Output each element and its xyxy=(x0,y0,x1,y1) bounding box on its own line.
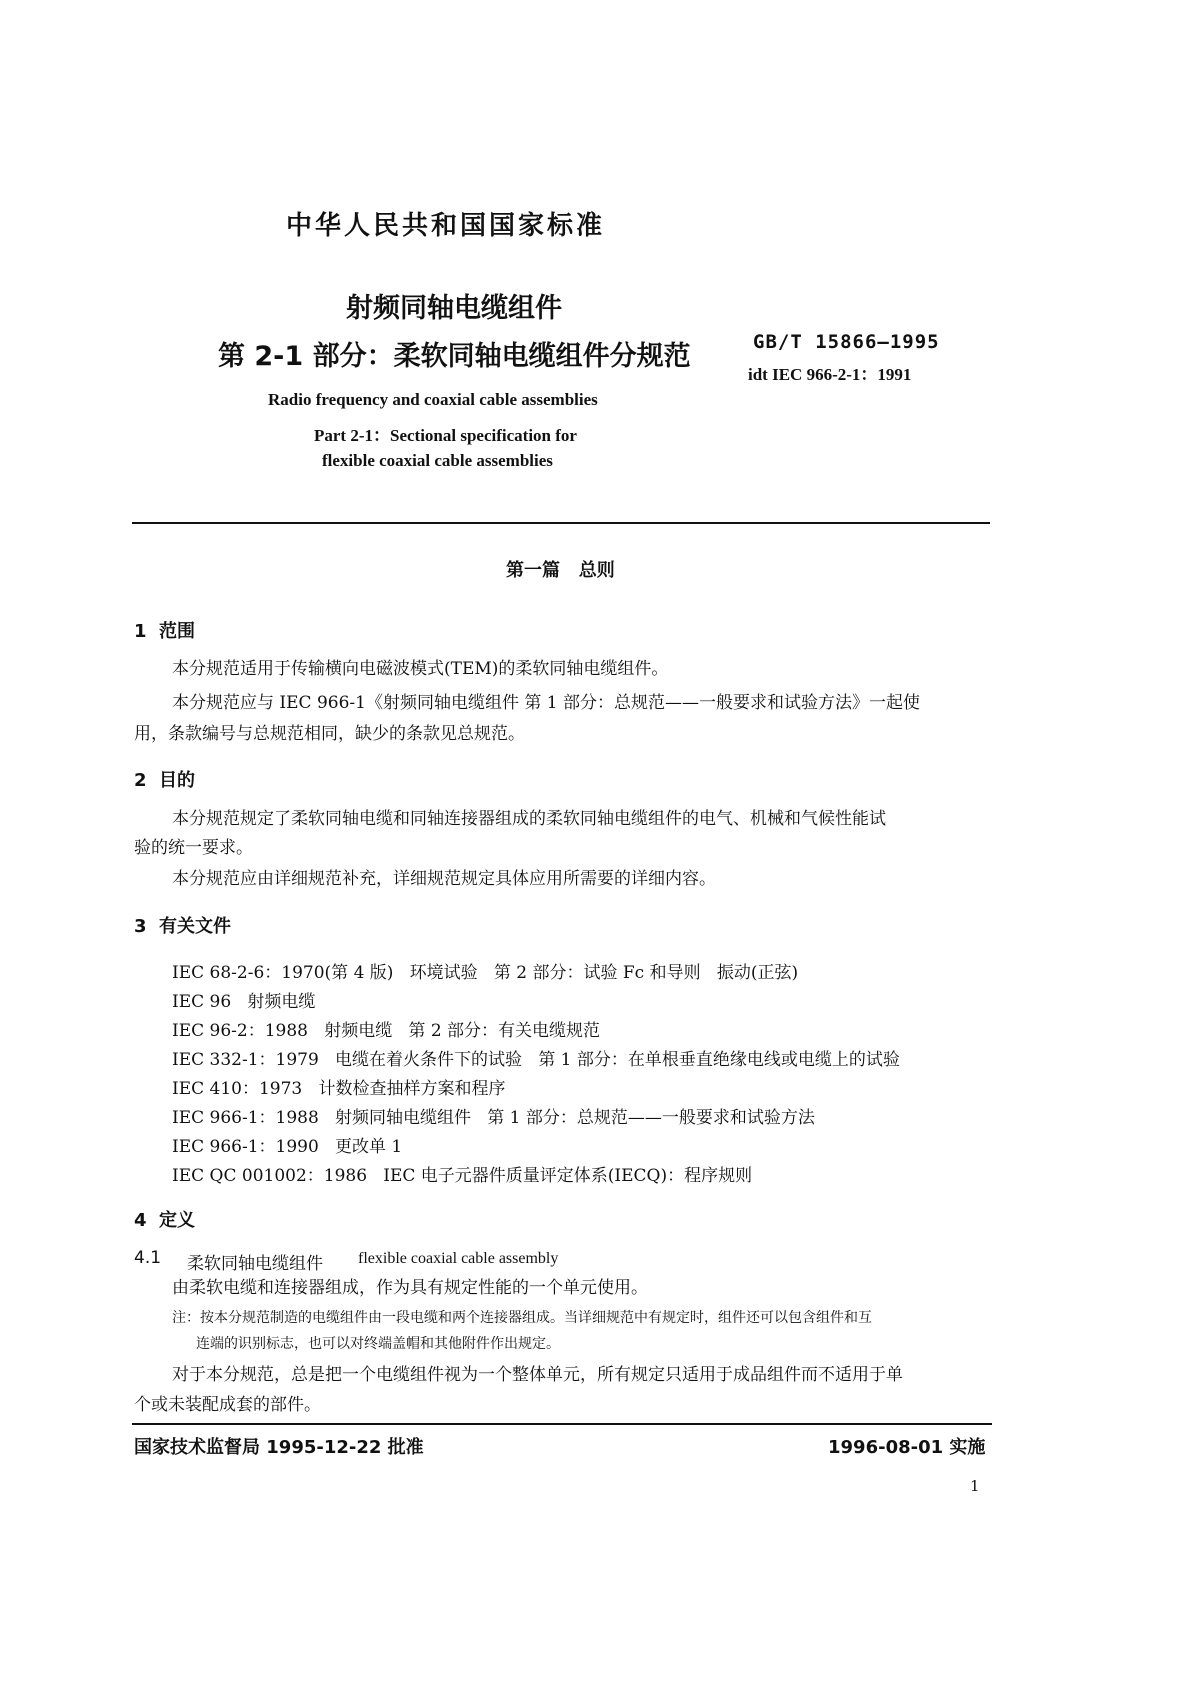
section-2-paragraph-1-line-1: 本分规范规定了柔软同轴电缆和同轴连接器组成的柔软同轴电缆组件的电气、机械和气候性能试 xyxy=(172,809,886,829)
idt-reference: idt IEC 966-2-1：1991 xyxy=(748,365,912,384)
reference-item: IEC 96-2：1988 射频电缆 第 2 部分：有关电缆规范 xyxy=(172,1021,601,1041)
document-title-cn-line2: 第 2-1 部分：柔软同轴电缆组件分规范 xyxy=(218,341,691,372)
section-2-paragraph-1-line-2: 验的统一要求。 xyxy=(134,838,253,858)
subsection-4-1-term-en: flexible coaxial cable assembly xyxy=(358,1250,559,1267)
section-4-paragraph-line-1: 对于本分规范，总是把一个电缆组件视为一个整体单元，所有规定只适用于成品组件而不适用于单 xyxy=(172,1365,903,1385)
section-2-paragraph-2: 本分规范应由详细规范补充，详细规范规定具体应用所需要的详细内容。 xyxy=(172,869,716,889)
section-3-heading: 3 有关文件 xyxy=(134,916,232,937)
reference-item: IEC 68-2-6：1970(第 4 版) 环境试验 第 2 部分：试验 Fc 和导则 振动(正弦) xyxy=(172,963,799,983)
document-title-en-line1: Radio frequency and coaxial cable assemblies xyxy=(268,390,598,409)
reference-item: IEC 966-1：1990 更改单 1 xyxy=(172,1137,403,1157)
effective-date: 1996-08-01 实施 xyxy=(828,1437,986,1458)
document-title-en-line3: flexible coaxial cable assemblies xyxy=(322,451,553,470)
note-line-1: 注：按本分规范制造的电缆组件由一段电缆和两个连接器组成。当详细规范中有规定时，组件还可以包含组件和互 xyxy=(172,1310,872,1326)
section-2-heading: 2 目的 xyxy=(134,770,196,791)
reference-item: IEC 410：1973 计数检查抽样方案和程序 xyxy=(172,1079,506,1099)
document-title-en-line2: Part 2-1：Sectional specification for xyxy=(314,426,577,445)
reference-item: IEC 332-1：1979 电缆在着火条件下的试验 第 1 部分：在单根垂直绝缘电线或电缆上的试验 xyxy=(172,1050,900,1070)
section-4-paragraph-line-2: 个或未装配成套的部件。 xyxy=(134,1395,321,1415)
reference-item: IEC QC 001002：1986 IEC 电子元器件质量评定体系(IECQ)：程序规则 xyxy=(172,1166,753,1186)
national-standard-title: 中华人民共和国国家标准 xyxy=(286,211,606,241)
definition-text: 由柔软电缆和连接器组成，作为具有规定性能的一个单元使用。 xyxy=(172,1278,648,1298)
section-1-heading: 1 范围 xyxy=(134,621,196,642)
document-title-cn-line1: 射频同轴电缆组件 xyxy=(346,293,562,324)
header-rule xyxy=(132,522,990,524)
approval-info: 国家技术监督局 1995-12-22 批准 xyxy=(134,1437,424,1458)
section-1-paragraph-1: 本分规范适用于传输横向电磁波模式(TEM)的柔软同轴电缆组件。 xyxy=(172,659,669,679)
subsection-4-1-term-cn: 柔软同轴电缆组件 xyxy=(187,1254,323,1274)
page-number: 1 xyxy=(970,1477,980,1495)
subsection-4-1-number: 4.1 xyxy=(134,1248,162,1268)
section-1-paragraph-2-line-2: 用，条款编号与总规范相同，缺少的条款见总规范。 xyxy=(134,724,525,744)
footer-rule xyxy=(132,1423,992,1425)
part-title: 第一篇 总则 xyxy=(506,560,615,581)
note-line-2: 连端的识别标志，也可以对终端盖帽和其他附件作出规定。 xyxy=(196,1336,560,1352)
section-4-heading: 4 定义 xyxy=(134,1210,196,1231)
standard-code: GB/T 15866—1995 xyxy=(753,331,940,353)
reference-item: IEC 96 射频电缆 xyxy=(172,992,316,1012)
section-1-paragraph-2-line-1: 本分规范应与 IEC 966-1《射频同轴电缆组件 第 1 部分：总规范——一般要求和试验方法》一起使 xyxy=(172,693,920,713)
reference-item: IEC 966-1：1988 射频同轴电缆组件 第 1 部分：总规范——一般要求和试验方法 xyxy=(172,1108,815,1128)
